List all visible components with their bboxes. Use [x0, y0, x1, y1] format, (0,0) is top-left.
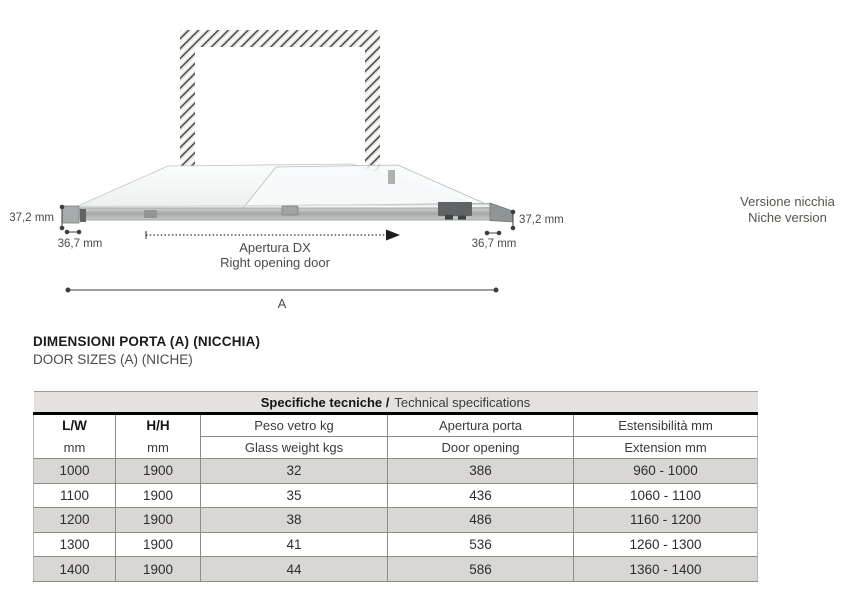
section-title-it: DIMENSIONI PORTA (A) (NICCHIA): [33, 334, 261, 349]
table-row: [34, 483, 758, 508]
specifications-table: [33, 391, 758, 582]
col-header-lw-unit: mm: [34, 437, 116, 459]
col-header-opening-it: Apertura porta: [388, 414, 574, 437]
cell-hh: 1900: [116, 532, 201, 557]
table-row: [34, 508, 758, 533]
cell-extension: 960 - 1000: [574, 459, 758, 484]
table-caption-row: [34, 392, 758, 414]
niche-door-diagram: [0, 0, 560, 330]
dim-label-profile-right: 36,7 mm: [471, 238, 517, 250]
door-carriage: [438, 202, 472, 216]
table-caption-it: Specifiche tecniche /: [260, 394, 390, 410]
cell-lw: 1400: [34, 557, 116, 582]
cell-opening: 586: [388, 557, 574, 582]
right-end-cap: [490, 203, 513, 222]
opening-direction-label-it: Apertura DX: [239, 240, 311, 255]
table-row: [34, 557, 758, 582]
cell-extension: 1060 - 1100: [574, 483, 758, 508]
col-header-opening-en: Door opening: [388, 437, 574, 459]
left-end-cap: [80, 209, 86, 222]
cell-opening: 386: [388, 459, 574, 484]
cell-lw: 1000: [34, 459, 116, 484]
cell-hh: 1900: [116, 557, 201, 582]
table-caption-en: Technical specifications: [394, 394, 531, 410]
col-header-weight-en: Glass weight kgs: [201, 437, 388, 459]
dimension-line-profile-left: [65, 230, 81, 234]
opening-direction-arrow: [146, 230, 400, 241]
dim-label-profile-left: 36,7 mm: [57, 238, 103, 250]
table-header-row-it: [34, 414, 758, 437]
col-header-hh: H/H: [116, 414, 201, 437]
cell-hh: 1900: [116, 459, 201, 484]
roller-stop: [144, 210, 157, 218]
dimension-line-profile-right: [485, 231, 501, 235]
glass-clamp: [282, 206, 298, 215]
table-row: [34, 459, 758, 484]
cell-extension: 1360 - 1400: [574, 557, 758, 582]
opening-direction-label-en: Right opening door: [220, 255, 330, 270]
col-header-extension-it: Estensibilità mm: [574, 414, 758, 437]
cell-weight: 41: [201, 532, 388, 557]
col-header-hh-unit: mm: [116, 437, 201, 459]
col-header-extension-en: Extension mm: [574, 437, 758, 459]
table-header-row-en: [34, 437, 758, 459]
version-label: [706, 194, 847, 225]
version-label-it: Versione nicchia: [740, 194, 835, 209]
width-dimension-line: [66, 288, 498, 292]
cell-opening: 436: [388, 483, 574, 508]
cell-hh: 1900: [116, 508, 201, 533]
dim-label-thickness-right: 37,2 mm: [519, 214, 564, 226]
cell-weight: 44: [201, 557, 388, 582]
cell-hh: 1900: [116, 483, 201, 508]
left-wall-profile: [62, 206, 79, 223]
cell-weight: 38: [201, 508, 388, 533]
cell-opening: 486: [388, 508, 574, 533]
version-label-en: Niche version: [748, 209, 827, 225]
col-header-weight-it: Peso vetro kg: [201, 414, 388, 437]
cell-lw: 1300: [34, 532, 116, 557]
cell-opening: 536: [388, 532, 574, 557]
cell-weight: 32: [201, 459, 388, 484]
dim-label-thickness-left: 37,2 mm: [9, 212, 54, 224]
cell-extension: 1160 - 1200: [574, 508, 758, 533]
cell-weight: 35: [201, 483, 388, 508]
wall-bracket: [388, 170, 395, 184]
col-header-lw: L/W: [34, 414, 116, 437]
width-dimension-label: A: [277, 296, 287, 311]
table-caption: [34, 392, 758, 414]
table-row: [34, 532, 758, 557]
cell-lw: 1200: [34, 508, 116, 533]
cell-lw: 1100: [34, 483, 116, 508]
cell-extension: 1260 - 1300: [574, 532, 758, 557]
section-title-en: DOOR SIZES (A) (NICHE): [33, 352, 193, 367]
